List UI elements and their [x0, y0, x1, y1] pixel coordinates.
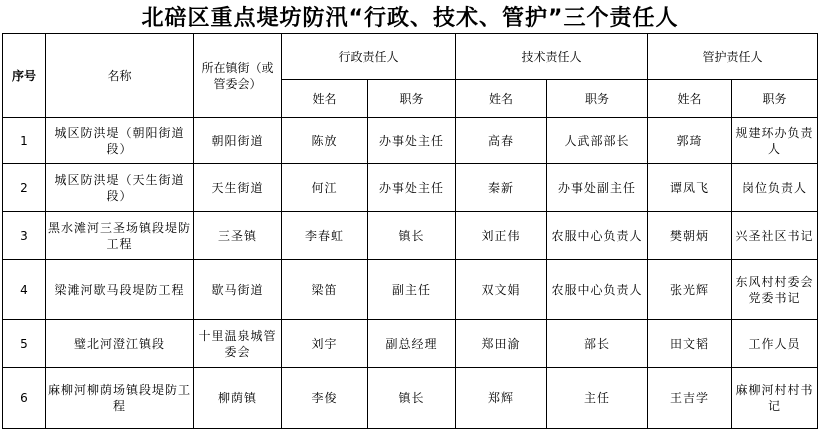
- cell-care-post: 兴圣社区书记: [732, 212, 818, 260]
- header-tech-name: 姓名: [456, 80, 547, 118]
- cell-care-post: 麻柳河村村书记: [732, 368, 818, 429]
- cell-tech-name: 刘正伟: [456, 212, 547, 260]
- cell-care-name: 王吉学: [648, 368, 732, 429]
- header-care: 管护责任人: [648, 34, 818, 80]
- cell-town: 三圣镇: [194, 212, 282, 260]
- header-admin-name: 姓名: [282, 80, 368, 118]
- cell-tech-name: 高春: [456, 118, 547, 164]
- table-row: [3, 368, 818, 429]
- header-row-top: [3, 34, 818, 80]
- cell-care-name: 田文韬: [648, 320, 732, 368]
- cell-tech-post: 部长: [547, 320, 648, 368]
- header-name: 名称: [46, 34, 194, 118]
- cell-admin-name: 梁笛: [282, 260, 368, 320]
- table-row: [3, 320, 818, 368]
- cell-name: 城区防洪堤（天生街道段）: [46, 164, 194, 212]
- cell-care-post: 规建环办负责人: [732, 118, 818, 164]
- cell-seq: 1: [3, 118, 46, 164]
- header-care-name: 姓名: [648, 80, 732, 118]
- cell-care-post: 工作人员: [732, 320, 818, 368]
- cell-name: 黑水滩河三圣场镇段堤防工程: [46, 212, 194, 260]
- cell-town: 朝阳街道: [194, 118, 282, 164]
- cell-care-name: 樊朝炳: [648, 212, 732, 260]
- cell-admin-name: 李春虹: [282, 212, 368, 260]
- cell-name: 梁滩河歇马段堤防工程: [46, 260, 194, 320]
- cell-seq: 5: [3, 320, 46, 368]
- table-row: [3, 260, 818, 320]
- cell-admin-name: 李俊: [282, 368, 368, 429]
- responsibility-table: [2, 33, 818, 429]
- header-tech-post: 职务: [547, 80, 648, 118]
- cell-tech-name: 郑田渝: [456, 320, 547, 368]
- header-tech: 技术责任人: [456, 34, 648, 80]
- cell-town: 歇马街道: [194, 260, 282, 320]
- cell-seq: 3: [3, 212, 46, 260]
- table-row: [3, 212, 818, 260]
- table-row: [3, 164, 818, 212]
- cell-tech-post: 主任: [547, 368, 648, 429]
- cell-tech-name: 双文娟: [456, 260, 547, 320]
- cell-seq: 6: [3, 368, 46, 429]
- cell-tech-post: 办事处副主任: [547, 164, 648, 212]
- cell-care-name: 谭凤飞: [648, 164, 732, 212]
- cell-seq: 4: [3, 260, 46, 320]
- cell-name: 城区防洪堤（朝阳街道段）: [46, 118, 194, 164]
- table-row: [3, 118, 818, 164]
- cell-care-name: 张光辉: [648, 260, 732, 320]
- cell-admin-post: 镇长: [368, 212, 456, 260]
- cell-tech-name: 秦新: [456, 164, 547, 212]
- cell-tech-name: 郑辉: [456, 368, 547, 429]
- header-admin-post: 职务: [368, 80, 456, 118]
- page-title: 北碚区重点堤坊防汛“行政、技术、管护”三个责任人: [141, 6, 679, 31]
- header-admin: 行政责任人: [282, 34, 456, 80]
- cell-name: 麻柳河柳荫场镇段堤防工程: [46, 368, 194, 429]
- cell-tech-post: 农服中心负责人: [547, 260, 648, 320]
- cell-town: 天生街道: [194, 164, 282, 212]
- cell-care-post: 岗位负责人: [732, 164, 818, 212]
- cell-admin-name: 刘宇: [282, 320, 368, 368]
- cell-town: 十里温泉城管委会: [194, 320, 282, 368]
- cell-care-name: 郭琦: [648, 118, 732, 164]
- cell-seq: 2: [3, 164, 46, 212]
- cell-admin-post: 副主任: [368, 260, 456, 320]
- cell-admin-post: 副总经理: [368, 320, 456, 368]
- cell-tech-post: 农服中心负责人: [547, 212, 648, 260]
- cell-town: 柳荫镇: [194, 368, 282, 429]
- header-town: 所在镇街（或管委会）: [194, 34, 282, 118]
- cell-care-post: 东风村村委会党委书记: [732, 260, 818, 320]
- cell-admin-post: 镇长: [368, 368, 456, 429]
- cell-admin-name: 何江: [282, 164, 368, 212]
- header-care-post: 职务: [732, 80, 818, 118]
- cell-admin-post: 办事处主任: [368, 164, 456, 212]
- cell-admin-name: 陈放: [282, 118, 368, 164]
- cell-tech-post: 人武部部长: [547, 118, 648, 164]
- cell-admin-post: 办事处主任: [368, 118, 456, 164]
- cell-name: 璧北河澄江镇段: [46, 320, 194, 368]
- header-seq: 序号: [3, 34, 46, 118]
